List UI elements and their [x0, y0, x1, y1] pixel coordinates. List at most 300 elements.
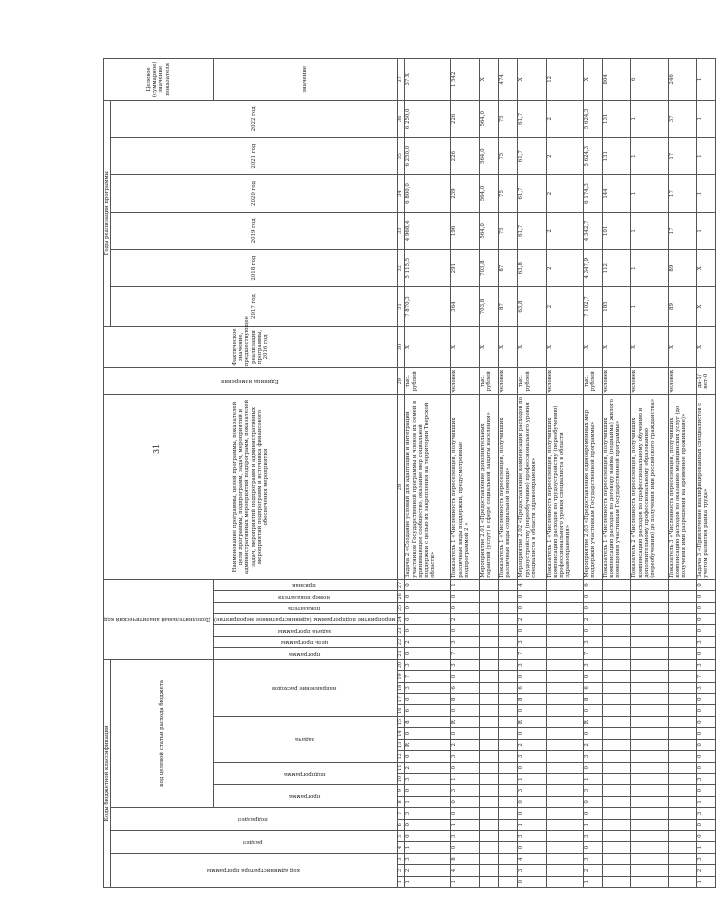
code-cell: 0 [451, 705, 479, 716]
code-cell [668, 614, 696, 625]
page-number: 31 [152, 443, 161, 454]
code-cell [668, 602, 696, 613]
table-row [546, 59, 583, 888]
code-cell [631, 591, 668, 602]
code-cell: 0 [518, 796, 546, 807]
code-cell [631, 796, 668, 807]
code-cell: 3 [405, 808, 451, 819]
code-cell [479, 591, 498, 602]
code-cell [499, 716, 518, 727]
code-cell: 3 [696, 808, 715, 819]
code-cell: 0 [405, 751, 451, 762]
target-cell: 1 542 [451, 59, 479, 101]
code-cell [668, 876, 696, 887]
code-cell [668, 579, 696, 590]
dop-col-header: признак [213, 579, 398, 590]
year-value-cell: 112 [603, 250, 631, 287]
code-cell: 3 [518, 865, 546, 876]
year-header-2017: 2017 год [111, 287, 398, 326]
code-cell [546, 751, 583, 762]
year-header-2020: 2020 год [111, 175, 398, 212]
code-cell [668, 728, 696, 739]
year-header-2021: 2021 год [111, 138, 398, 175]
code-cell [668, 785, 696, 796]
code-cell: 0 [583, 625, 602, 636]
code-cell [499, 830, 518, 841]
name-header: Наименование программы, целей программы, показателей цели программы, подпрограмм, задач, мероприятий и административных мероприятий подпрограмм, показателей задач, мероприятий подпрограмм и административных мероприятий подпрограмм и источника финансового обеспечения мероприятия [104, 395, 398, 580]
fact-cell: X [631, 326, 668, 367]
name-cell: Показатель 3 «Численность переселенцев, получивших компенсацию расходов по оказанию медицинских услуг (до получения ими разрешения на временное проживание)» [668, 395, 696, 580]
year-value-cell: 17 [668, 138, 696, 175]
year-value-cell: 63,8 [518, 287, 546, 326]
column-number: 8 [398, 796, 405, 807]
column-number: 14 [398, 728, 405, 739]
code-cell: 0 [696, 716, 715, 727]
year-value-cell: 291 [451, 250, 479, 287]
column-number: 17 [398, 694, 405, 705]
code-cell: 0 [696, 705, 715, 716]
code-cell: 3 [518, 785, 546, 796]
target-cell: 804 [603, 59, 631, 101]
code-cell [546, 659, 583, 671]
year-value-cell: 4 342,7 [583, 212, 602, 249]
unit-header: Единица измерения [104, 368, 398, 395]
fact-cell: X [499, 326, 518, 367]
code-cell: 0 [583, 762, 602, 773]
column-number: 2 [398, 865, 405, 876]
column-number: 24 [398, 614, 405, 625]
fact-cell: X [696, 326, 715, 367]
dop-col-header: номер показателя [213, 591, 398, 602]
code-cell: 0 [583, 671, 602, 682]
code-cell [546, 819, 583, 830]
code-cell: 7 [696, 671, 715, 682]
code-cell: 0 [583, 796, 602, 807]
code-cell [668, 830, 696, 841]
code-cell [479, 728, 498, 739]
year-value-cell: 1 [696, 138, 715, 175]
column-number: 36 [398, 100, 405, 137]
code-cell: R [518, 716, 546, 727]
code-cell: 0 [696, 762, 715, 773]
code-cell [603, 591, 631, 602]
code-cell: 0 [518, 728, 546, 739]
table-body [405, 59, 716, 888]
year-value-cell: 75 [499, 212, 518, 249]
year-value-cell: 364 [451, 287, 479, 326]
code-cell [603, 579, 631, 590]
code-cell: 3 [583, 751, 602, 762]
table-row [405, 59, 451, 888]
code-cell [499, 591, 518, 602]
target-cell: X [518, 59, 546, 101]
code-cell [499, 671, 518, 682]
code-cell [499, 773, 518, 784]
code-cell: 0 [518, 762, 546, 773]
zadacha-header: задача [213, 716, 398, 762]
code-cell [668, 762, 696, 773]
code-cell: 2 [583, 739, 602, 750]
code-cell [631, 842, 668, 853]
code-cell: 0 [696, 614, 715, 625]
code-cell: 0 [518, 602, 546, 613]
code-cell [603, 830, 631, 841]
column-number: 25 [398, 602, 405, 613]
code-cell: 0 [451, 762, 479, 773]
code-cell [479, 579, 498, 590]
table-row [696, 59, 715, 888]
code-cell [479, 648, 498, 659]
year-value-cell: 703,8 [479, 250, 498, 287]
code-cell [479, 751, 498, 762]
year-value-cell: 2 [546, 250, 583, 287]
code-cell [603, 762, 631, 773]
code-cell [546, 796, 583, 807]
code-cell: 0 [451, 591, 479, 602]
year-header-2022: 2022 год [111, 100, 398, 137]
code-cell: 1 [696, 796, 715, 807]
column-number: 33 [398, 212, 405, 249]
table-row [668, 59, 696, 888]
year-value-cell: 89 [668, 250, 696, 287]
code-cell [479, 636, 498, 647]
table-head [104, 59, 405, 888]
code-cell [499, 819, 518, 830]
code-cell: 0 [451, 602, 479, 613]
code-cell [603, 659, 631, 671]
code-cell: 3 [583, 785, 602, 796]
target-value-header: значение [213, 59, 398, 101]
code-cell: 0 [451, 671, 479, 682]
admin-code-header: код администратора программы [111, 853, 398, 887]
code-cell: 0 [583, 728, 602, 739]
code-cell [499, 614, 518, 625]
code-cell [479, 842, 498, 853]
code-cell [499, 579, 518, 590]
code-cell: 6 [583, 579, 602, 590]
column-number: 11 [398, 762, 405, 773]
code-cell [499, 694, 518, 705]
years-group-header: Годы реализации программы [104, 100, 111, 326]
code-cell [631, 682, 668, 693]
code-cell [546, 705, 583, 716]
code-cell [603, 636, 631, 647]
code-cell: 0 [696, 625, 715, 636]
code-cell: 0 [696, 739, 715, 750]
code-cell [631, 865, 668, 876]
code-cell [479, 785, 498, 796]
codes-group-header: Коды бюджетной классификации [104, 659, 111, 887]
column-number-row [398, 59, 405, 888]
code-cell [668, 636, 696, 647]
code-cell: 0 [696, 830, 715, 841]
code-cell [631, 728, 668, 739]
code-cell: 3 [583, 853, 602, 864]
code-cell [499, 739, 518, 750]
code-cell [603, 716, 631, 727]
code-cell [499, 602, 518, 613]
code-cell [499, 751, 518, 762]
table-row [583, 59, 602, 888]
year-value-cell: 4 347,9 [583, 250, 602, 287]
code-cell [479, 865, 498, 876]
code-cell: 1 [583, 773, 602, 784]
code-cell [668, 716, 696, 727]
code-cell: 2 [451, 614, 479, 625]
code-cell [668, 694, 696, 705]
podrazdel-header: подраздел [111, 808, 398, 831]
name-cell: Показатель 1 «Численность переселенцев, получивших компенсацию расходов по договору найма (поднайма) жилого помещения участникам Государственной программы» [603, 395, 631, 580]
code-cell: 0 [405, 785, 451, 796]
code-cell [668, 682, 696, 693]
code-cell [631, 739, 668, 750]
year-value-cell: 6 800,0 [405, 175, 451, 212]
year-value-cell: 1 [631, 287, 668, 326]
fact-header: Фактическое значение, предшествующее реализации программы, 2016 год [104, 326, 398, 367]
year-value-cell: X [696, 287, 715, 326]
unit-cell: человек [451, 368, 479, 395]
year-value-cell: 703,8 [479, 287, 498, 326]
unit-cell: тыс. рублей [405, 368, 451, 395]
column-number: 26 [398, 591, 405, 602]
table-row [603, 59, 631, 888]
code-cell: 8 [451, 694, 479, 705]
code-cell [631, 853, 668, 864]
year-value-cell: 61,7 [518, 138, 546, 175]
column-number: 5 [398, 830, 405, 841]
code-cell: 3 [518, 636, 546, 647]
code-cell [668, 853, 696, 864]
column-number: 10 [398, 773, 405, 784]
code-cell [603, 671, 631, 682]
code-cell: 3 [405, 682, 451, 693]
dop-col-header: показатель [213, 602, 398, 613]
code-cell [479, 602, 498, 613]
code-cell: 3 [518, 659, 546, 671]
rotated-table-wrapper [103, 58, 709, 888]
target-cell: 1 [696, 59, 715, 101]
year-value-cell: 5 624,3 [583, 100, 602, 137]
dop-code-group-header: Дополнительный аналитический код [104, 579, 214, 659]
code-cell [603, 751, 631, 762]
column-number: 13 [398, 739, 405, 750]
code-cell: 0 [451, 808, 479, 819]
code-cell [546, 682, 583, 693]
code-cell: 0 [451, 842, 479, 853]
code-cell: 0 [696, 751, 715, 762]
code-cell [479, 762, 498, 773]
column-number: 4 [398, 842, 405, 853]
code-cell: 0 [405, 648, 451, 659]
code-cell [499, 842, 518, 853]
unit-cell: тыс. рублей [583, 368, 602, 395]
name-cell: Показатель 1 «Численность переселенцев, получивших различные виды социальной помощи» [499, 395, 518, 580]
code-cell: 0 [405, 591, 451, 602]
column-number: 30 [398, 326, 405, 367]
code-cell [631, 830, 668, 841]
code-cell: 0 [405, 694, 451, 705]
target-cell: 246 [668, 59, 696, 101]
code-cell: 3 [451, 830, 479, 841]
code-cell [668, 819, 696, 830]
code-cell: 1 [451, 773, 479, 784]
code-cell: 8 [583, 694, 602, 705]
name-cell: Показатель 1 «Численность переселенцев, получивших компенсацию расходов по трудоустройству (переобучению) профессионального уровня специалиста в области здравоохранения» [546, 395, 583, 580]
year-value-cell: 7 102,7 [583, 287, 602, 326]
unit-cell: тыс. рублей [479, 368, 498, 395]
code-cell [546, 842, 583, 853]
year-value-cell: 61,7 [518, 212, 546, 249]
code-cell [499, 659, 518, 671]
code-cell [546, 716, 583, 727]
code-cell [668, 659, 696, 671]
code-cell [546, 876, 583, 887]
code-cell: 0 [451, 625, 479, 636]
year-value-cell: 61,7 [518, 175, 546, 212]
code-cell: 0 [451, 728, 479, 739]
document-sheet [103, 58, 709, 888]
code-cell [603, 625, 631, 636]
code-cell [499, 865, 518, 876]
code-cell: 3 [451, 636, 479, 647]
unit-cell: человек [668, 368, 696, 395]
code-cell: 0 [405, 728, 451, 739]
code-cell [668, 671, 696, 682]
code-cell [479, 876, 498, 887]
code-cell: 0 [696, 648, 715, 659]
table-row [479, 59, 498, 888]
code-cell [668, 842, 696, 853]
code-cell: 0 [405, 819, 451, 830]
code-cell [546, 830, 583, 841]
code-cell: 0 [696, 728, 715, 739]
code-cell: 3 [696, 636, 715, 647]
unit-cell: да-1/ нет-0 [696, 368, 715, 395]
code-cell: 3 [405, 659, 451, 671]
target-cell: 474 [499, 59, 518, 101]
code-cell: 6 [451, 682, 479, 693]
year-value-cell: 144 [603, 175, 631, 212]
code-cell [546, 853, 583, 864]
column-number: 18 [398, 682, 405, 693]
code-cell: 2 [696, 865, 715, 876]
code-cell [668, 808, 696, 819]
code-cell: 0 [583, 705, 602, 716]
year-value-cell: 1 [696, 175, 715, 212]
year-value-cell: 564,0 [479, 138, 498, 175]
column-number: 15 [398, 716, 405, 727]
code-cell [499, 762, 518, 773]
column-number: 3 [398, 853, 405, 864]
code-cell: 3 [451, 785, 479, 796]
year-value-cell: 226 [451, 138, 479, 175]
code-cell [546, 773, 583, 784]
code-cell [603, 739, 631, 750]
code-cell [631, 751, 668, 762]
code-cell: 7 [451, 648, 479, 659]
code-cell: 0 [696, 602, 715, 613]
code-cell: 0 [405, 602, 451, 613]
code-cell: 3 [518, 751, 546, 762]
code-cell [603, 648, 631, 659]
fact-cell: X [405, 326, 451, 367]
code-cell [603, 728, 631, 739]
column-number: 9 [398, 785, 405, 796]
code-cell [479, 705, 498, 716]
code-cell [668, 751, 696, 762]
code-cell: 3 [696, 773, 715, 784]
code-cell [603, 694, 631, 705]
code-cell: 3 [583, 830, 602, 841]
column-number: 32 [398, 250, 405, 287]
code-cell: 6 [583, 682, 602, 693]
year-value-cell: 75 [499, 175, 518, 212]
code-cell [499, 648, 518, 659]
year-value-cell: 87 [499, 287, 518, 326]
code-cell: 2 [451, 739, 479, 750]
code-cell [631, 625, 668, 636]
code-cell [499, 808, 518, 819]
code-cell [546, 636, 583, 647]
code-cell: 3 [696, 659, 715, 671]
year-value-cell: 6 174,3 [583, 175, 602, 212]
code-cell: 1 [696, 842, 715, 853]
code-cell: 7 [583, 648, 602, 659]
dop-col-header: задача программы [213, 625, 398, 636]
code-cell: 2 [583, 614, 602, 625]
code-cell [479, 853, 498, 864]
code-cell: 0 [583, 842, 602, 853]
column-number: 16 [398, 705, 405, 716]
code-cell: 6 [518, 682, 546, 693]
code-cell [631, 785, 668, 796]
column-number: 6 [398, 819, 405, 830]
code-cell [668, 773, 696, 784]
code-cell [479, 808, 498, 819]
code-cell [499, 853, 518, 864]
code-cell [631, 671, 668, 682]
code-cell [603, 614, 631, 625]
code-cell: 0 [518, 842, 546, 853]
fact-cell: X [479, 326, 498, 367]
code-cell [603, 876, 631, 887]
name-cell: Мероприятие 2.01 «Предоставление дополнительных гарантий (услуг) в сфере социальной защиты населения» [479, 395, 498, 580]
unit-cell: тыс. рублей [518, 368, 546, 395]
column-number: 28 [398, 395, 405, 580]
code-cell: 1 [583, 819, 602, 830]
code-cell [546, 671, 583, 682]
code-cell: R [451, 716, 479, 727]
code-cell [603, 682, 631, 693]
code-cell: 0 [696, 785, 715, 796]
column-number: 35 [398, 138, 405, 175]
table-row [451, 59, 479, 888]
year-header-2019: 2019 год [111, 212, 398, 249]
year-value-cell: 75 [499, 138, 518, 175]
code-cell [546, 865, 583, 876]
code-cell [631, 773, 668, 784]
code-cell [668, 591, 696, 602]
name-cell: Показатель 1 «Численность переселенцев, получивших различные виды поддержки, предусмотренные подпрограммой 2 » [451, 395, 479, 580]
code-cell [631, 659, 668, 671]
code-cell [631, 579, 668, 590]
code-cell [631, 694, 668, 705]
napravlenie-header: направление расходов [213, 659, 398, 716]
code-cell [603, 842, 631, 853]
code-cell: 3 [405, 853, 451, 864]
year-value-cell: 101 [603, 212, 631, 249]
code-cell [546, 625, 583, 636]
